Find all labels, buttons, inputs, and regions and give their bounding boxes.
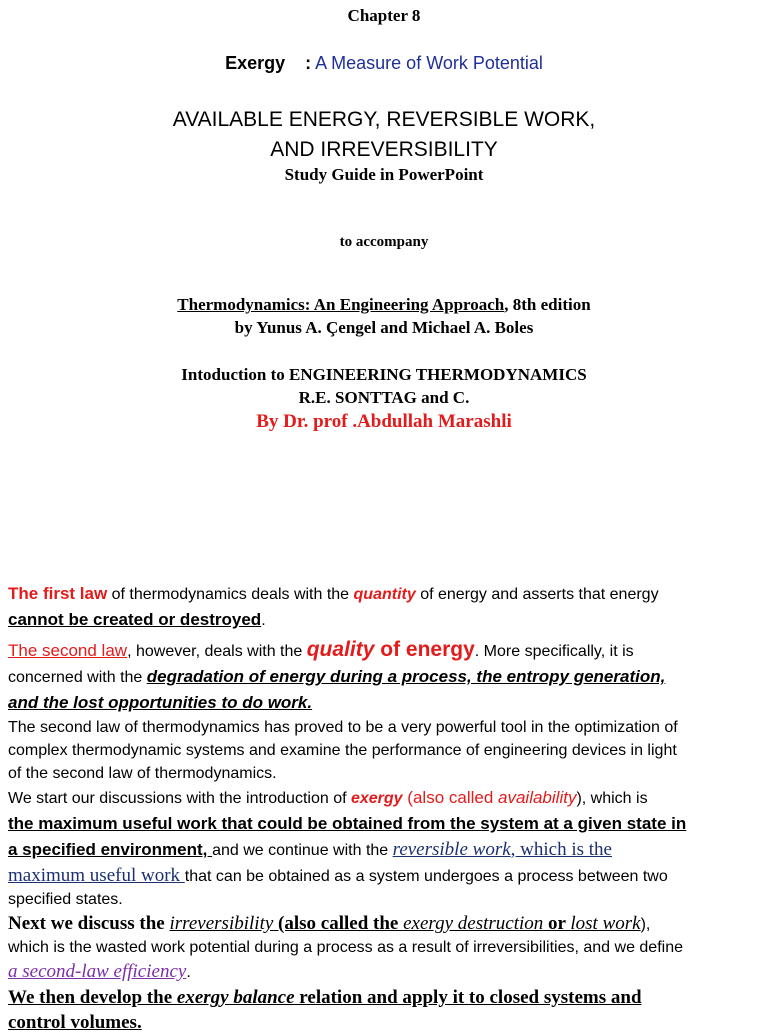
chapter-heading: Chapter 8 [347,6,421,25]
availability-term: availability [498,788,577,807]
max-useful-work-definition: the maximum useful work that could be obtained from the system at a given state in [8,814,687,833]
book-citation [0,295,768,315]
text-run: (also called [402,788,499,807]
to-accompany-line: to accompany [339,234,429,250]
cannot-be-created-phrase: cannot be created or destroyed [8,610,262,629]
second-law-term: The second law [8,641,128,660]
text-run: . [261,612,266,629]
paragraph-exergy-balance [8,985,764,1035]
exergy-term: exergy [350,790,403,807]
text-run: ), [640,916,651,933]
text-run: We start our discussions with the introduction of [8,790,351,807]
irreversibility-term: irreversibility [169,913,274,934]
second-law-efficiency-term: a second-law efficiency [8,961,187,982]
specified-environment-phrase: a specified environment, [8,840,213,859]
exergy-subtitle: A Measure of Work Potential [315,53,543,73]
text-run: (also called the [273,913,404,934]
exergy-label: Exergy [225,53,286,73]
text-run: Next we discuss the [8,913,170,934]
book-authors: by Yunus A. Çengel and Michael A. Boles [234,318,534,337]
presenter-line: By Dr. prof .Abdullah Marashli [256,411,512,432]
text-run: relation and apply it to closed systems and [294,987,642,1008]
control-volumes-line: control volumes. [8,1012,142,1033]
title-line-1: AVAILABLE ENERGY, REVERSIBLE WORK, [172,108,596,131]
paragraph-second-law-tool [8,716,764,785]
of-energy-term: of energy [374,638,475,661]
text-run: and we continue with the [212,842,393,859]
study-guide-line: Study Guide in PowerPoint [284,165,484,184]
text-line: specified states. [8,891,123,908]
text-run: of energy and asserts that energy [415,586,659,603]
text-run: that can be obtained as a system undergoes a process between two [184,868,668,885]
text-line: The second law of thermodynamics has proved to be a very powerful tool in the optimization of [8,719,678,736]
quality-term: quality [306,638,375,661]
exergy-heading [0,53,768,74]
title-line-2: AND IRREVERSIBILITY [270,138,498,161]
quantity-term: quantity [353,586,416,603]
text-run: of thermodynamics deals with the [107,586,354,603]
intro-authors-line: R.E. SONTTAG and C. [298,388,470,407]
text-run: We then develop the [8,987,177,1008]
paragraph-second-law [8,637,764,716]
text-run: , however, deals with the [127,643,307,660]
first-law-term: The first law [8,584,108,603]
text-line: complex thermodynamic systems and examine the performance of engineering devices in light [8,742,677,759]
paragraph-irreversibility [8,911,764,985]
reversible-work-term: reversible work [392,839,511,860]
lost-work-term: lost work [570,913,641,934]
maximum-useful-work-term: maximum useful work [8,865,185,886]
degradation-phrase: degradation of energy during a process, the entropy generation, [146,667,666,686]
exergy-balance-term: exergy balance [176,987,295,1008]
book-edition: , 8th edition [504,295,591,314]
paragraph-first-law [8,581,764,633]
lost-opportunities-phrase: and the lost opportunities to do work. [8,693,313,712]
book-title: Thermodynamics: An Engineering Approach [177,295,505,314]
exergy-colon: : [305,53,312,73]
main-title [0,105,768,165]
text-run: concerned with the [8,669,147,686]
text-run: ), which is [576,790,648,807]
text-run: . More specifically, it is [474,643,634,660]
intro-book-line: Intoduction to ENGINEERING THERMODYNAMICS [181,365,587,384]
exergy-destruction-term: exergy destruction [403,913,544,934]
text-line: of the second law of thermodynamics. [8,765,277,782]
which-is-the-phrase: , which is the [510,839,612,860]
text-run: . [186,964,191,981]
text-line: which is the wasted work potential during a process as a result of irreversibilities, and we define [8,939,683,956]
paragraph-exergy-intro [8,785,764,911]
body-content [8,581,764,1035]
text-run: or [543,913,571,934]
